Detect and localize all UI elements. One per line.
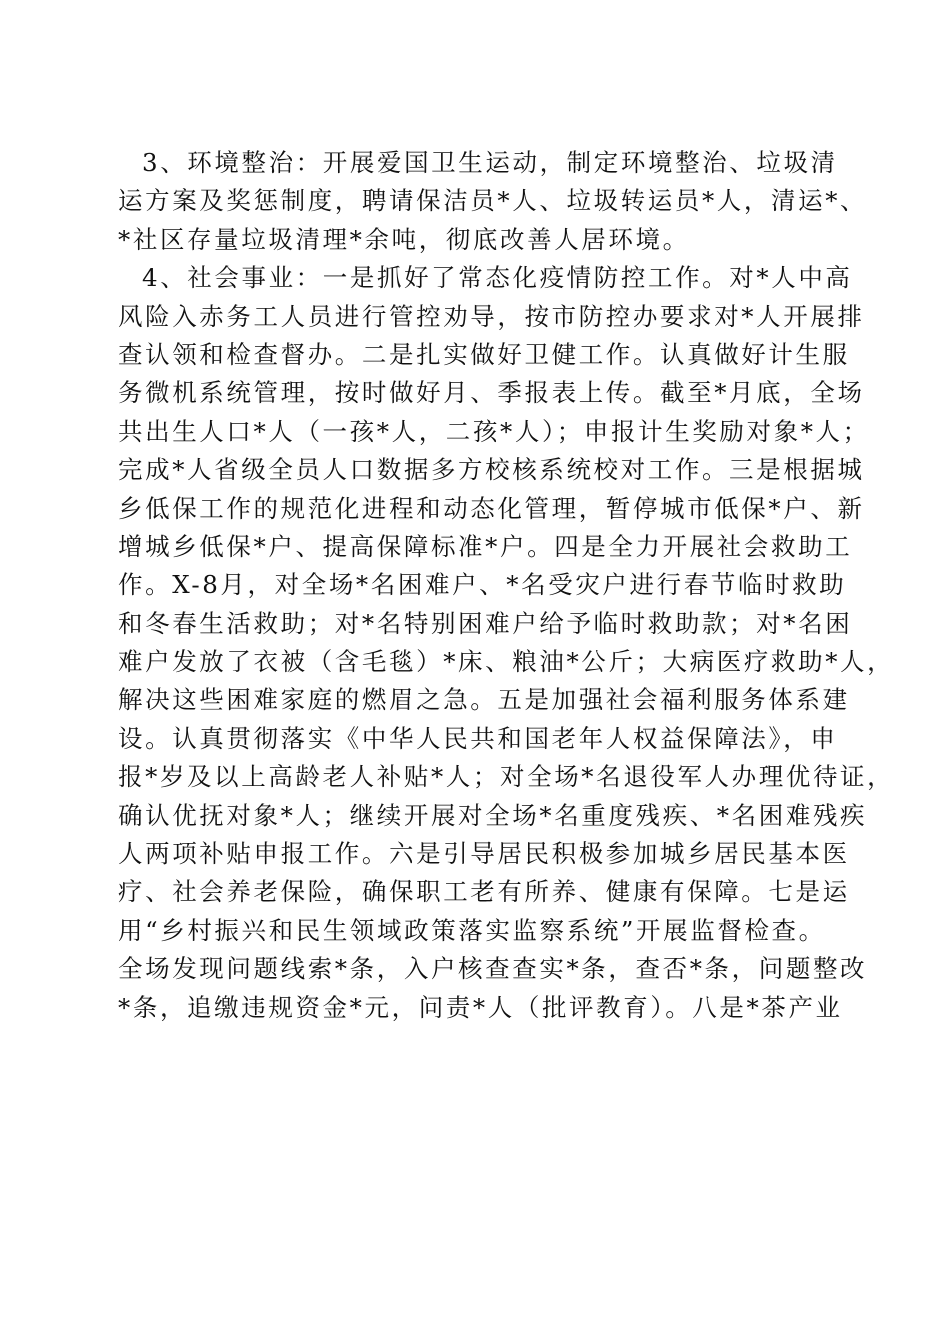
paragraph-line: 和冬春生活救助；对*名特别困难户给予临时救助款；对*名困 (118, 608, 853, 638)
paragraph-line: 3、环境整治：开展爱国卫生运动，制定环境整治、垃圾清 (142, 148, 838, 177)
paragraph-line: 务微机系统管理，按时做好月、季报表上传。截至*月底，全场 (118, 378, 865, 408)
paragraph-line: *条，追缴违规资金*元，问责*人（批评教育）。八是*茶产业 (118, 992, 843, 1022)
paragraph-line: 作。X-8月，对全场*名困难户、*名受灾户进行春节临时救助 (118, 570, 847, 600)
paragraph-social-affairs (118, 259, 895, 1027)
paragraph-line: 风险入赤务工人员进行管控劝导，按市防控办要求对*人开展排 (118, 301, 865, 331)
paragraph-line: 4、社会事业：一是抓好了常态化疫情防控工作。对*人中高 (142, 263, 853, 293)
paragraph-line: 解决这些困难家庭的燃眉之急。五是加强社会福利服务体系建 (118, 685, 850, 715)
paragraph-line: 疗、社会养老保险，确保职工老有所养、健康有保障。七是运 (118, 877, 850, 907)
paragraph-line: 全场发现问题线索*条，入户核查查实*条，查否*条，问题整改 (118, 954, 868, 984)
paragraph-line: 运方案及奖惩制度，聘请保洁员*人、垃圾转运员*人，清运*、 (118, 186, 868, 216)
paragraph-environment (118, 144, 868, 259)
paragraph-line: 完成*人省级全员人口数据多方校核系统校对工作。三是根据城 (118, 455, 865, 485)
paragraph-line: 乡低保工作的规范化进程和动态化管理，暂停城市低保*户、新 (118, 493, 865, 523)
paragraph-line: 增城乡低保*户、提高保障标准*户。四是全力开展社会救助工 (118, 531, 853, 561)
paragraph-line: *社区存量垃圾清理*余吨，彻底改善人居环境。 (118, 224, 690, 254)
paragraph-line: 设。认真贯彻落实《中华人民共和国老年人权益保障法》，申 (118, 723, 838, 753)
paragraph-line: 报*岁及以上高龄老人补贴*人；对全场*名退役军人办理优待证， (118, 762, 895, 792)
paragraph-line: 查认领和检查督办。二是扎实做好卫健工作。认真做好计生服 (118, 339, 850, 369)
paragraph-line: 难户发放了衣被（含毛毯）*床、粮油*公斤；大病医疗救助*人， (118, 647, 895, 677)
paragraph-line: 人两项补贴申报工作。六是引导居民积极参加城乡居民基本医 (118, 839, 850, 869)
paragraph-line: 确认优抚对象*人；继续开展对全场*名重度残疾、*名困难残疾 (118, 800, 868, 830)
document-body (118, 144, 895, 1027)
paragraph-line: 用“乡村振兴和民生领域政策落实监察系统”开展监督检查。 (118, 915, 826, 945)
paragraph-line: 共出生人口*人（一孩*人，二孩*人）；申报计生奖励对象*人； (118, 416, 870, 446)
